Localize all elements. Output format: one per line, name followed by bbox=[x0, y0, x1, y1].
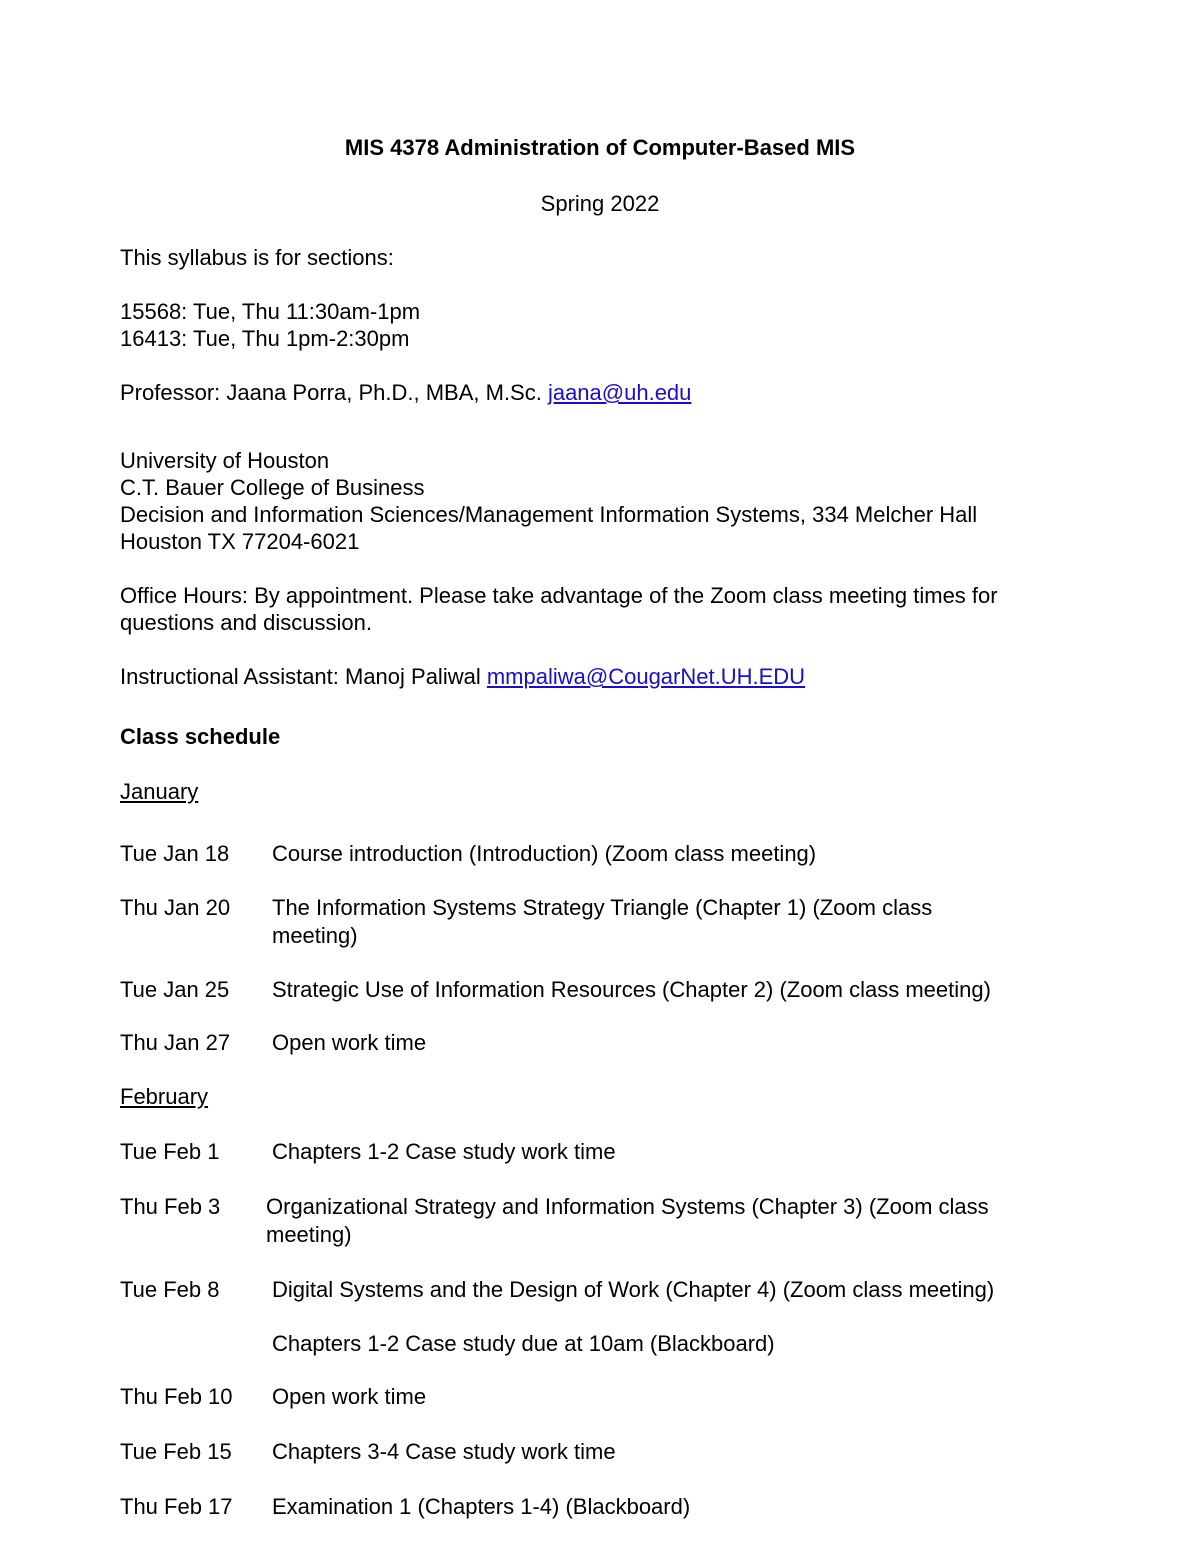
schedule-date: Tue Feb 8 bbox=[120, 1277, 220, 1302]
address-line: C.T. Bauer College of Business bbox=[120, 475, 425, 500]
schedule-item: Strategic Use of Information Resources (Chapter 2) (Zoom class meeting) bbox=[272, 977, 991, 1002]
professor-line bbox=[120, 379, 691, 406]
assistant-label: Instructional Assistant: Manoj Paliwal bbox=[120, 664, 481, 689]
schedule-item: Chapters 1-2 Case study work time bbox=[272, 1139, 616, 1164]
schedule-item: Organizational Strategy and Information Systems (Chapter 3) (Zoom class bbox=[266, 1194, 989, 1219]
assistant-line bbox=[120, 663, 805, 690]
schedule-heading: Class schedule bbox=[120, 724, 281, 749]
schedule-date: Thu Feb 10 bbox=[120, 1384, 233, 1409]
address-line: University of Houston bbox=[120, 448, 330, 473]
schedule-item: The Information Systems Strategy Triangle (Chapter 1) (Zoom class bbox=[272, 895, 933, 920]
schedule-date: Tue Jan 18 bbox=[120, 841, 230, 866]
section-line: 16413: Tue, Thu 1pm-2:30pm bbox=[120, 326, 410, 351]
schedule-item-continued: meeting) bbox=[266, 1222, 352, 1247]
term-label: Spring 2022 bbox=[540, 191, 660, 216]
course-title: MIS 4378 Administration of Computer-Based MIS bbox=[344, 135, 856, 160]
schedule-date: Thu Feb 3 bbox=[120, 1194, 221, 1219]
schedule-date: Thu Jan 20 bbox=[120, 895, 231, 920]
month-heading-january: January bbox=[120, 779, 199, 804]
schedule-item: Course introduction (Introduction) (Zoom class meeting) bbox=[272, 841, 817, 866]
schedule-item: Open work time bbox=[272, 1030, 427, 1055]
schedule-item-continued: meeting) bbox=[272, 923, 358, 948]
schedule-date: Thu Feb 17 bbox=[120, 1494, 233, 1519]
schedule-item: Digital Systems and the Design of Work (Chapter 4) (Zoom class meeting) bbox=[272, 1277, 995, 1302]
professor-email-link[interactable]: jaana@uh.edu bbox=[547, 380, 692, 405]
office-hours-line: Office Hours: By appointment. Please take advantage of the Zoom class meeting times for bbox=[120, 583, 998, 608]
schedule-item: Examination 1 (Chapters 1-4) (Blackboard) bbox=[272, 1494, 691, 1519]
sections-intro: This syllabus is for sections: bbox=[120, 245, 394, 270]
address-line: Decision and Information Sciences/Management Information Systems, 334 Melcher Hall bbox=[120, 502, 978, 527]
month-heading-february: February bbox=[120, 1084, 209, 1109]
schedule-item: Open work time bbox=[272, 1384, 427, 1409]
schedule-date: Tue Jan 25 bbox=[120, 977, 230, 1002]
professor-label: Professor: Jaana Porra, Ph.D., MBA, M.Sc. bbox=[120, 380, 542, 405]
assistant-email-link[interactable]: mmpaliwa@CougarNet.UH.EDU bbox=[486, 664, 806, 689]
office-hours-line: questions and discussion. bbox=[120, 610, 372, 635]
address-line: Houston TX 77204-6021 bbox=[120, 529, 360, 554]
schedule-date: Tue Feb 1 bbox=[120, 1139, 220, 1164]
schedule-date: Thu Jan 27 bbox=[120, 1030, 231, 1055]
schedule-date: Tue Feb 15 bbox=[120, 1439, 232, 1464]
section-line: 15568: Tue, Thu 11:30am-1pm bbox=[120, 299, 421, 324]
schedule-item-continued: Chapters 1-2 Case study due at 10am (Blackboard) bbox=[272, 1331, 775, 1356]
schedule-item: Chapters 3-4 Case study work time bbox=[272, 1439, 616, 1464]
